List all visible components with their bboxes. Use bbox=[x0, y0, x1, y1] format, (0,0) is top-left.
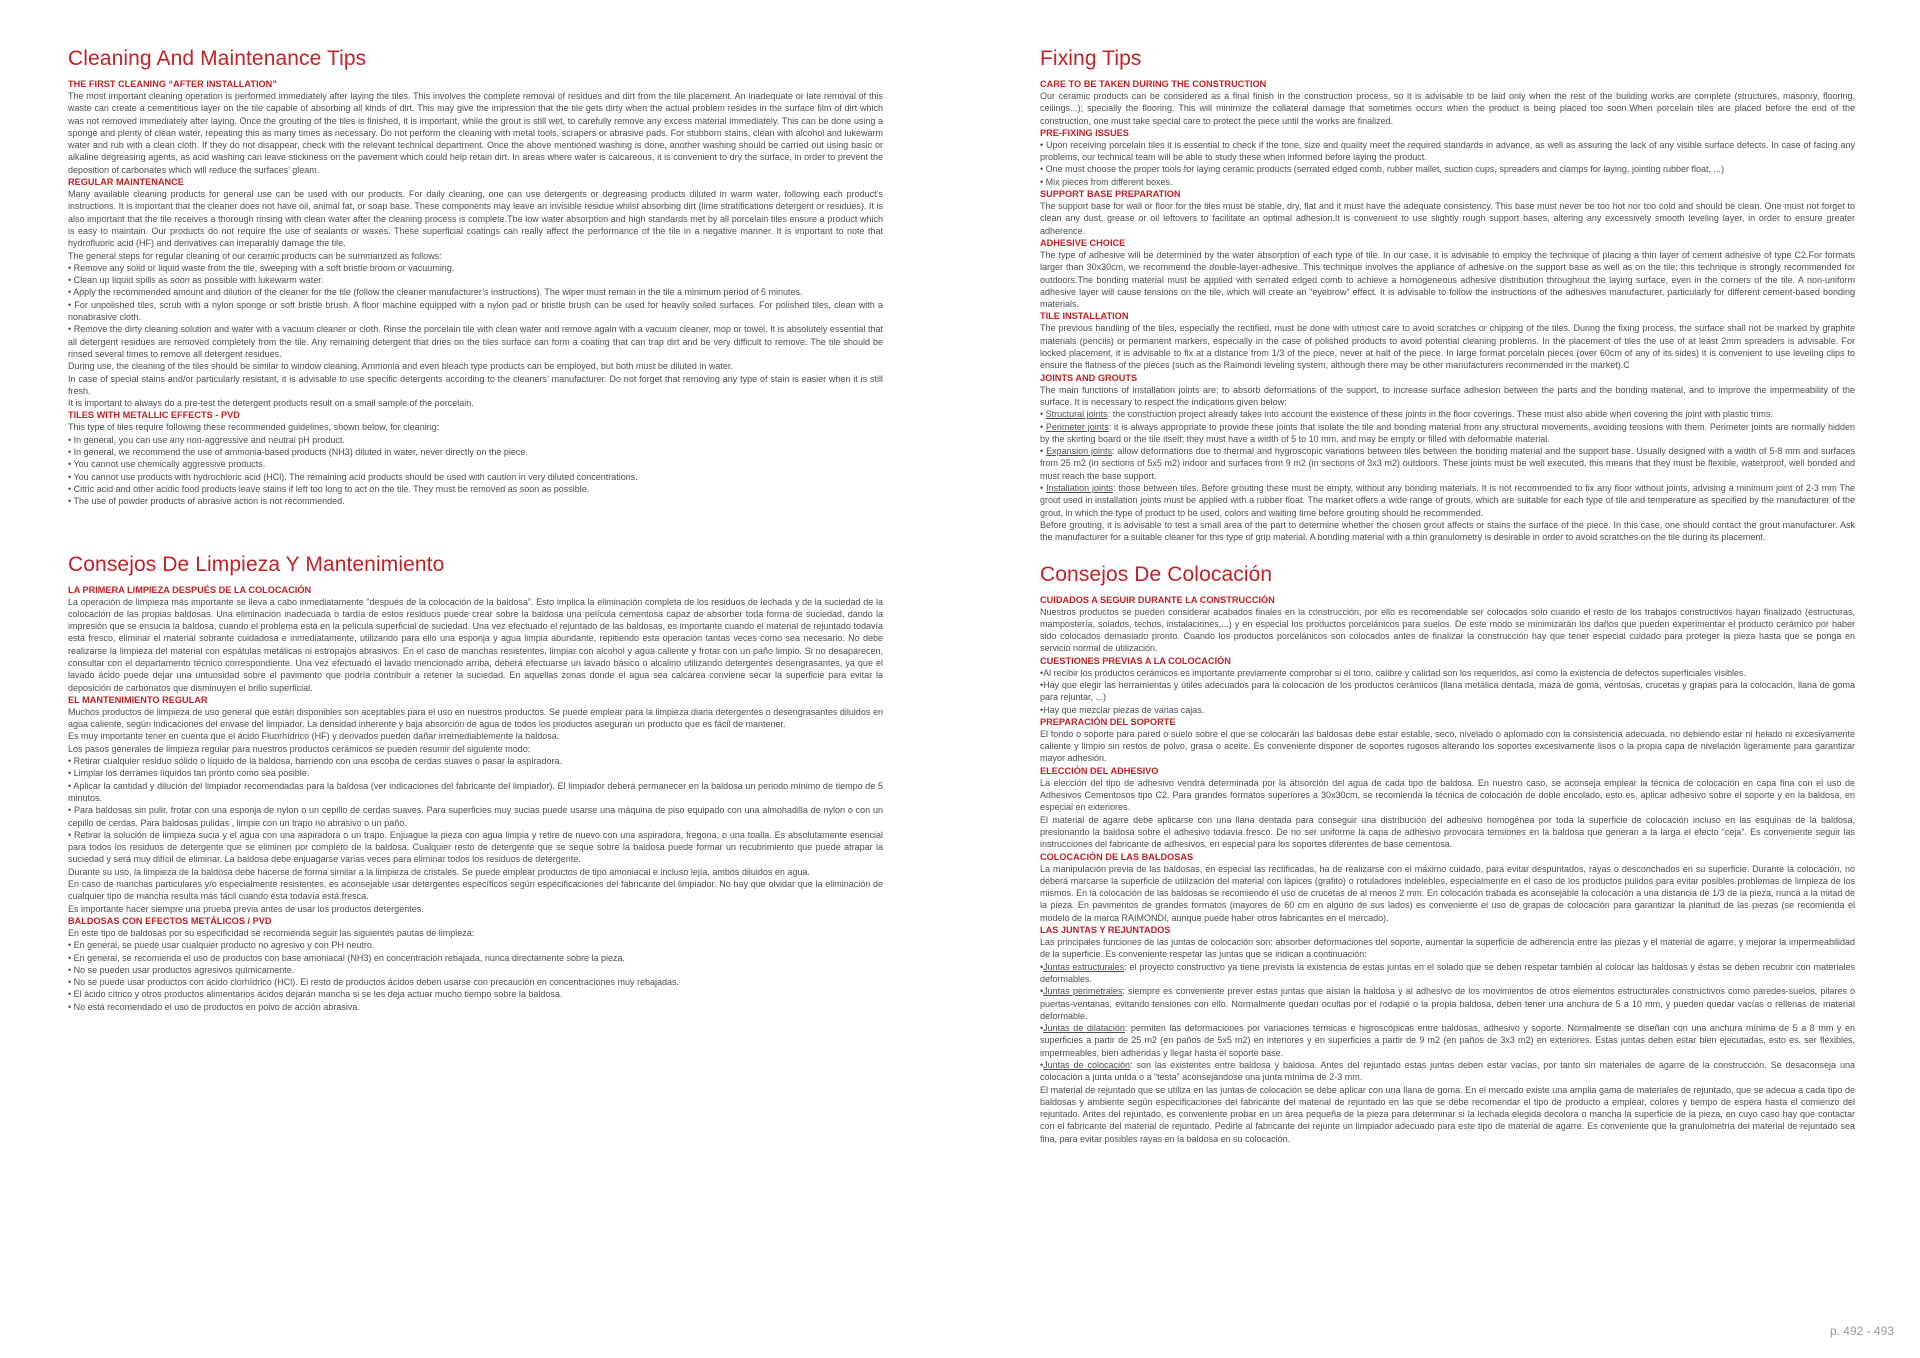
paragraph: La manipulación previa de las baldosas, en especial las rectificadas, ha de realizarse con el máximo cuidado, para evitar despuntados, rayas o desconchados en su superficie. Durante la colocación, no deberá marcarse la superficie de utilización del material con lápices (grafito) o rotuladores indelebles, especialmente en el caso de los productos pulidos para evitar posibles problemas de limpieza de los mismos. En la colocación de las baldosas se recomiendo el uso de crucetas de al menos 2 mm. En colocación trabada es aconsejable la colocación a una distancia de 1/3 de la pieza, nunca a la mitad de la pieza. En pavimentos de grandes formatos (mayores de 60 cm en alguno de sus lados) es conveniente el uso de grapas de colocación para garantizar la planitud de las piezas (se recomienda el modelo de la marca RAIMONDI, aunque puede haber otros fabricantes en el mercado). bbox=[1040, 863, 1855, 923]
paragraph: • Retirar cualquier residuo sólido o líquido de la baldosa, barriendo con una escoba de cerdas suaves o pasar la aspiradora. bbox=[68, 756, 562, 767]
paragraph: La elección del tipo de adhesivo vendrá determinada por la absorción del agua de cada tipo de baldosa. En nuestro caso, se aconseja emplear la técnica de colocación en capa fina con el uso de Adhesivos Cementosos tipo C2. Para grandes formatos superiores a 30x30cm, se recomienda la técnica de colocación de doble encolado, esto es, aplicar adhesivo sobre el soporte y en la baldosa, en especial en exteriores. bbox=[1040, 777, 1855, 813]
subsection-heading: TILE INSTALLATION bbox=[1040, 311, 1129, 322]
paragraph: • En general, se recomienda el uso de productos con base amoniacal (NH3) en concentración rebajada, nunca directamente sobre la pieza. bbox=[68, 952, 625, 963]
subsection-heading: LAS JUNTAS Y REJUNTADOS bbox=[1040, 925, 1171, 936]
paragraph: The type of adhesive will be determined by the water absorption of each type of tile. In our case, it is advisable to employ the technique of placing a thin layer of cement adhesive of type C2.For formats larger than 30x30cm, we recommend the double-layer-adhesive. This technique involves the appliance of adhesive on the support base as well as on the tile; this technique is strongly recommended for outdoors.The bonding material must be applied with serrated edged comb to achieve a homogeneous adhesive distribution throughout the laying surface, even in the corners of the tile. A non-uniform adhesive layer will cause tensions on the tile, which will create an “eyebrow” effect. It is advisable to follow the instructions of the adhesives manufacturer, particularly for different cement-based bonding materials. bbox=[1040, 249, 1855, 310]
paragraph: • Expansion joints: allow deformations due to thermal and hygroscopic variations between tiles between the bonding material and the support base. Usually designed with a width of 5-8 mm and surfaces from 25 m2 (in sections of 5x5 m2) indoor and surfaces from 9 m2 (in sections of 3x3 m2) outdoors. These joints must be well executed, this means that they must be flexible, waterproof, well bonded and must reach the base support. bbox=[1040, 446, 1855, 481]
subsection-heading: JOINTS AND GROUTS bbox=[1040, 372, 1138, 383]
subsection-heading: EL MANTENIMIENTO REGULAR bbox=[68, 694, 208, 705]
paragraph: • In general, we recommend the use of ammonia-based products (NH3) diluted in water, never directly on the piece. bbox=[68, 447, 528, 458]
paragraph: It is important to always do a pre-test the detergent products result on a small sample of the porcelain. bbox=[68, 398, 474, 409]
paragraph: El fondo o soporte para pared o suelo sobre el que se colocarán las baldosas debe estar estable, seco, nivelado o aplomado con la consistencia adecuada, no debiendo estar ni helado ni excesivamente caliente y limpio sin restos de polvo, grasa o aceite. Es conveniente disponer de soportes rugosos alterando los soportes excesivamente lisos o la propia capa de nivelación ligeramente para garantizar mayor adhesión. bbox=[1040, 728, 1855, 764]
paragraph: •Juntas perimetrales: siempre es conveniente prever estas juntas que aíslan la baldosa y al adhesivo de los movimientos de otros elementos estructurales constructivos como paredes-suelos, pilares o puertas-ventanas, evitando tensiones con ello. Normalmente quedan ocultas por el rodapié o la propia baldosa, deben tener una anchura de 5 a 10 mm, y pueden quedar vacías o rellenas de material deformable. bbox=[1040, 986, 1855, 1021]
paragraph: During use, the cleaning of the tiles should be similar to window cleaning. Ammonia and even bleach type products can be employed, but both must be diluted in water. bbox=[68, 361, 733, 372]
right-column bbox=[1040, 46, 1855, 1145]
paragraph: En este tipo de baldosas por su especificidad se recomienda seguir las siguientes pautas de limpieza: bbox=[68, 927, 475, 938]
subsection-heading: SUPPORT BASE PREPARATION bbox=[1040, 189, 1181, 200]
subsection-heading: ADHESIVE CHOICE bbox=[1040, 237, 1126, 248]
paragraph: •Juntas de dilatación: permiten las deformaciones por variaciones térmicas e higroscópicas entre baldosas, adhesivo y soporte. Normalmente se diseñan con una anchura mínima de 5 a 8 mm y en superficies a partir de 25 m2 (en paños de 5x5 m2) en interiores y en superficies a partir de 9 m2 (en paños de 3x3 m2) en exteriores. Estas juntas deben estar bien ejecutadas, esto es, ser flexibles, impermeables, bien adheridas y llegar hasta el soporte base. bbox=[1040, 1023, 1855, 1058]
paragraph: • No se pueden usar productos agresivos químicamente. bbox=[68, 964, 295, 975]
paragraph: In case of special stains and/or particularly resistant, it is advisable to use specific detergents according to the cleaners’ manufacturer. Do not forget that removing any type of stain is easier when it is still fresh. bbox=[68, 373, 883, 396]
paragraph: Durante su uso, la limpieza de la baldosa debe hacerse de forma similar a la limpieza de cristales. Se puede emplear productos de tipo amoniacal e incluso lejía, ambos diluidos en agua. bbox=[68, 866, 810, 877]
section-title: Fixing Tips bbox=[1040, 47, 1142, 70]
paragraph: • No está recomendado el uso de productos en polvo de acción abrasiva. bbox=[68, 1001, 360, 1012]
subsection-heading: LA PRIMERA LIMPIEZA DESPUÉS DE LA COLOCACIÓN bbox=[68, 584, 312, 595]
paragraph: The most important cleaning operation is performed immediately after laying the tiles. This involves the complete removal of residues and dirt from the tile placement. An inadequate or late removal of this waste can create a cementitious layer on the tile capable of absorbing all kinds of dirt. This may give the impression that the tile gets dirty when the actual problem resides in the surface film of dirt which was not removed immediately after laying. Once the grouting of the tiles is finished, it is important, while the grout is still wet, to carefully remove any excess material immediately. This can be done using a sponge and plenty of clean water, repeating this as many times as necessary. Do not perform the cleaning with metal tools, scrapers or abrasive pads. For stubborn stains, clean with alcohol and lukewarm water and rub with a clean cloth. If they do not disappear, check with the relevant technical department. Once the above mentioned washing is done, another washing should be carried out using basic or alkaline degreasing agents, as acid washing can leave stickiness on the pavement which could help retain dirt. In areas where water is calcareous, it is convenient to dry the surface, in order to prevent the deposition of carbonates which will reduce the surfaces’ gleam. bbox=[68, 91, 883, 175]
paragraph: • Apply the recommended amount and dilution of the cleaner for the tile (follow the cleaner manufacturer’s instructions). The wiper must remain in the tile a minimum period of 5 minutes. bbox=[68, 287, 803, 298]
paragraph: • In general, you can use any non-aggressive and neutral pH product. bbox=[68, 434, 345, 445]
subsection-heading: CUIDADOS A SEGUIR DURANTE LA CONSTRUCCIÓN bbox=[1040, 594, 1275, 605]
paragraph: En caso de manchas particulares y/o especialmente resistentes, es aconsejable usar detergentes específicos según especificaciones del fabricante del limpiador. No hay que olvidar que la eliminación de cualquier tipo de mancha resulta más fácil cuando ésta todavía está fresca. bbox=[68, 879, 883, 902]
paragraph: Muchos productos de limpieza de uso general que están disponibles son aceptables para el uso en nuestros productos. Se puede emplear para la limpieza diaria detergentes o desengrasantes diluidos en agua caliente, según indicaciones del envase del limpiador. La densidad inherente y baja absorción de agua de todos los productos aseguran un producto que es fácil de mantener. bbox=[68, 706, 883, 730]
paragraph: •Juntas estructurales: el proyecto constructivo ya tiene prevista la existencia de estas juntas en el solado que se deben respetar también al colocar las baldosas y éstas se deben recubrir con materiales deformables. bbox=[1040, 961, 1856, 984]
paragraph: Many available cleaning products for general use can be used with our products. For daily cleaning, one can use detergents or degreasing products diluted in warm water, following each product’s instructions. It is important that the cleaner does not have oil, animal fat, or soap base. These components may leave an invisible residue whilst absorbing dirt (lime stratifications detergent or residues). It is also important that the tile receives a thorough rinsing with clean water after the cleaning process is complete.The low water absorption and high standards met by all porcelain tiles ensure a product which is easy to maintain. Our products do not require the use of sealants or waxes. These superficial coatings can really affect the performance of the tile in a negative manner. It is important to note that hydrofluoric acid (HF) and derivatives can irreparably damage the tile. bbox=[68, 189, 883, 249]
paragraph: • One must choose the proper tools for laying ceramic products (serrated edged comb, rubber mallet, suction cups, spreaders and clamps for laying, jointing rubber float, ...) bbox=[1040, 164, 1724, 175]
paragraph: • Perimeter joints: it is always appropriate to provide these joints that isolate the tile and bonding material from any structural movements, avoiding tensions with them. Perimeter joints are normally hidden by the skirting board or the tile itself; they must have a width of 5 to 10 mm, and may be empty or filled with deformable material. bbox=[1040, 421, 1855, 444]
paragraph: • Installation joints: those between tiles. Before grouting these must be empty, without any bonding materials. It is not recommended to fix any floor without joints, advising a minimum joint of 2-3 mm The grout used in installation joints must be applied with a rubber float. The market offers a wide range of grouts, which are suitable for each type of tile and temperature as specified by the manufacturer of the grout, in which the type of product to be used, colors and waiting time before grouting should be recommended. bbox=[1040, 483, 1856, 518]
paragraph: El material de agarre debe aplicarse con una llana dentada para conseguir una distribución del adhesivo homogénea por toda la superficie de colocación incluso en las esquinas de la baldosa, presionando la baldosa sobre el adhesivo todavía fresco. De no ser uniforme la capa de adhesivo provocará tensiones en la baldosa que generan a la larga el efecto “ceja”. Es conveniente seguir las instrucciones del fabricante de adhesivos, en especial para los soportes diferentes de base cementosa. bbox=[1040, 814, 1855, 850]
subsection-heading: PRE-FIXING ISSUES bbox=[1040, 127, 1129, 138]
subsection-heading: BALDOSAS CON EFECTOS METÁLICOS / PVD bbox=[68, 915, 272, 926]
subsection-heading: THE FIRST CLEANING “AFTER INSTALLATION” bbox=[68, 79, 277, 89]
subsection-heading: CARE TO BE TAKEN DURING THE CONSTRUCTION bbox=[1040, 79, 1267, 89]
paragraph: The general steps for regular cleaning of our ceramic products can be summarized as follows: bbox=[68, 250, 442, 261]
section-title: Cleaning And Maintenance Tips bbox=[68, 47, 367, 70]
paragraph: •Hay que elegir las herramientas y útiles adecuados para la colocación de los productos cerámicos (llana metálica dentada, maza de goma, ventosas, crucetas y grapas para la colocación, llana de goma para rejuntar, ...) bbox=[1040, 679, 1855, 703]
paragraph: • For unpolished tiles, scrub with a nylon sponge or soft bristle brush. A floor machine equipped with a nylon pad or bristle brush can be used for heavily soiled surfaces. For polished tiles, clean with a nonabrasive cloth. bbox=[68, 299, 883, 323]
paragraph: • Retirar la solución de limpieza sucia y el agua con una aspiradora o un trapo. Enjuague la pieza con agua limpia y retire de nuevo con una aspiradora, fregona, o una toalla. Es absolutamente esencial para todos los residuos de detergente que se eliminen por completo de la baldosa. Cualquier resto de detergente que se seque sobre la baldosa puede formar un recubrimiento que puede atrapar la suciedad y será muy difícil de eliminar. La baldosa debe enjuagarse varias veces para eliminar todos los residuos de detergente. bbox=[68, 829, 883, 865]
section-title: Consejos De Limpieza Y Mantenimiento bbox=[68, 552, 445, 576]
fixing-tips-es bbox=[1040, 562, 1855, 1146]
fixing-tips-en bbox=[1040, 46, 1855, 544]
paragraph: La operación de limpieza más importante se lleva a cabo inmediatamente “después de la colocación de la baldosa”. Esto implica la eliminación completa de los residuos de lechada y de la suciedad de la colocación de las propias baldosas. Una eliminación inadecuada o tardía de estos residuos puede crear sobre la baldosa una película cementosa capaz de absorber toda forma de suciedad, dando la impresión que se ensucia la baldosa, cuando el problema está en la película superficial de suciedad. Una vez efectuado el rejuntado de las baldosas, es importante cuando el material de rejuntado todavía está fresco, eliminar el material sobrante cuidadosa e inmediatamente, utilizando para ello una esponja y agua limpia abundante, repitiendo esta operación tantas veces como sea necesario. No debe realizarse la limpieza del material con espátulas metálicas ni estropajos abrasivos. En el caso de manchas resistentes, limpiar con alcohol y agua caliente y frotar con un paño limpio. Si no desaparecen, consultar con el departamento técnico correspondiente. Una vez efectuado el lavado mencionado arriba, deberá efectuarse un lavado básico o alcalino utilizando detergentes desengrasantes, ya que el lavado ácido puede dejar una untuosidad sobre el pavimento que podría contribuir a retener la suciedad. En aquellas zonas donde el agua sea calcárea conviene secar la superficie para evitar la deposición de carbonatos que disminuyen el brillo superficial. bbox=[68, 596, 883, 693]
paragraph: • Mix pieces from different boxes. bbox=[1040, 176, 1173, 187]
paragraph: • No se puede usar productos con ácido clorhídrico (HCl). El resto de productos ácidos deben usarse con precaución en concentraciones muy rebajadas. bbox=[68, 977, 679, 988]
cleaning-tips-es bbox=[68, 552, 883, 1014]
paragraph: •Hay que mezclar piezas de varias cajas. bbox=[1040, 704, 1205, 715]
page-number: p. 492 - 493 bbox=[1829, 1324, 1894, 1338]
paragraph: • Upon receiving porcelain tiles it is essential to check if the tone, size and quality meet the required standards in advance, as well as assuring the lack of any visible surface defects. In case of facing any problems, our technical team will be able to study these when informed before laying the product. bbox=[1040, 139, 1855, 163]
paragraph: • En general, se puede usar cualquier producto no agresivo y con PH neutro. bbox=[68, 940, 375, 951]
subsection-heading: COLOCACIÓN DE LAS BALDOSAS bbox=[1040, 851, 1194, 862]
subsection-heading: ELECCIÓN DEL ADHESIVO bbox=[1040, 765, 1159, 776]
paragraph: Our ceramic products can be considered as a final finish in the construction process, so it is advisable to be laid only when the rest of the building works are complete (structures, masonry, flooring, ceilings...); specially the flooring. This will minimize the collateral damage that sometimes occurs when the product is being placed too soon.When porcelain tiles are placed before the end of the construction, one must take special care to protect the piece until the works are finalized. bbox=[1040, 91, 1855, 126]
paragraph: Before grouting, it is advisable to test a small area of the part to determine whether the chosen grout affects or stains the surface of the piece. In this case, one should contact the grout manufacturer. Ask the manufacturer for a suitable cleaner for this type of grip material. A bonding material with a thin granulometry is desirable in order to avoid scratches on the tile during its placement. bbox=[1040, 519, 1855, 543]
cleaning-tips-en bbox=[68, 46, 883, 508]
paragraph: Es muy importante tener en cuenta que el ácido Fluorhídrico (HF) y derivados pueden dañar irremediablemente la baldosa. bbox=[68, 731, 560, 742]
paragraph: Es importante hacer siempre una prueba previa antes de usar los productos detergentes. bbox=[68, 903, 424, 914]
paragraph: • The use of powder products of abrasive action is not recommended. bbox=[68, 496, 345, 507]
subsection-heading: REGULAR MAINTENANCE bbox=[68, 177, 184, 188]
paragraph: • Para baldosas sin pulir, frotar con una esponja de nylon o un cepillo de cerdas suaves. Para superficies muy sucias puede usarse una máquina de piso equipado con una almohadilla de nylon o con un cepillo de cerdas. Para baldosas pulidas , limpie con un trapo no abrasivo o un paño. bbox=[68, 805, 883, 828]
paragraph: • Remove the dirty cleaning solution and water with a vacuum cleaner or cloth. Rinse the porcelain tile with clean water and remove again with a vacuum cleaner, mop or towel. It is absolutely essential that all detergent residues are removed completely from the tile. Any remaining detergent that dries on the tiles surface can form a coating that can trap dirt and be very difficult to remove. The tile should be rinsed several times to remove all detergent residues. bbox=[68, 324, 883, 359]
paragraph: Las principales funciones de las juntas de colocación son: absorber deformaciones del soporte, aumentar la superficie de adherencia entre las piezas y el material de agarre, y mejorar la impermeabilidad de la superficie. Es conveniente respetar las juntas que se indican a continuación: bbox=[1040, 937, 1855, 960]
paragraph: This type of tiles require following these recommended guidelines, shown below, for cleaning: bbox=[68, 422, 440, 433]
paragraph: The main functions of installation joints are: to absorb deformations of the support, to increase surface adhesion between the parts and the bonding material, and to improve the impermeability of the surface. It is necessary to respect the indications given below: bbox=[1040, 384, 1855, 407]
left-column bbox=[68, 46, 883, 1013]
paragraph: • Structural joints: the construction project already takes into account the existence of these joints in the floor coverings. These must also abide when covering the joint with plastic trims. bbox=[1040, 409, 1773, 420]
subsection-heading: TILES WITH METALLIC EFFECTS - PVD bbox=[68, 410, 240, 421]
paragraph: • Remove any solid or liquid waste from the tile, sweeping with a soft bristle broom or vacuuming. bbox=[68, 262, 455, 273]
paragraph: Los pasos generales de limpieza regular para nuestros productos cerámicos se pueden resumir del siguiente modo: bbox=[68, 743, 531, 754]
subsection-heading: CUESTIONES PREVIAS A LA COLOCACIÓN bbox=[1040, 655, 1231, 666]
paragraph: • Citric acid and other acidic food products leave stains if left too long to act on the tile. They must be removed as soon as possible. bbox=[68, 483, 590, 494]
paragraph: The previous handling of the tiles, especially the rectified, must be done with utmost care to avoid scratches or chipping of the tiles. During the fixing process, the surface shall not be marked by graphite materials (pencils) or permanent markers, especially in the case of polished products to avoid potential cleaning problems. In the placement of tiles the use of at least 2mm spreaders is advisable. For locked placement, it is advisable to fix at a distance from 1/3 of the piece, never at half of the piece. In large format porcelain pieces (over 60cm of any of its sides) it is convenient to use leveling clips to ensure the flatness of the pieces (such as the Raimondi leveling system, although there may be other manufacturers recommended in the market).C bbox=[1040, 323, 1855, 371]
section-title: Consejos De Colocación bbox=[1040, 562, 1273, 586]
paragraph: • Aplicar la cantidad y dilución del limpiador recomendadas para la baldosa (ver indicaciones del fabricante del limpiador). El limpiador deberá permanecer en la baldosa un periodo mínimo de tiempo de 5 minutos. bbox=[68, 780, 883, 803]
paragraph: • Clean up liquid spills as soon as possible with lukewarm water. bbox=[68, 275, 324, 286]
paragraph: El material de rejuntado que se utiliza en las juntas de colocación se debe aplicar con una llana de goma. En el mercado existe una amplia gama de materiales de rejuntado, que se adecua a cada tipo de baldosas y ambiente según especificaciones del fabricante del material de rejuntado en las que se debe recomendar el tipo de producto a emplear, colores y tiempo de espera hasta el comienzo del rejuntado. Antes del rejuntado, es conveniente probar en un área pequeña de la pieza para determinar si la lechada elegida decolora o mancha la superficie de la pieza, en cuyo caso hay que contactar con el fabricante del material de rejuntado. Pedirle al fabricante del rejunte un limpiador adecuado para este tipo de material de agarre. Es conveniente que la granulometría del material de rejuntado sea fina, para evitar posibles rayas en la baldosa en su colocación. bbox=[1040, 1084, 1855, 1144]
paragraph: • El ácido cítrico y otros productos alimentarios ácidos dejarán mancha si se les deja actuar mucho tiempo sobre la baldosa. bbox=[68, 989, 563, 1000]
paragraph: • You cannot use products with hydrochloric acid (HCl). The remaining acid products should be used with caution in very diluted concentrations. bbox=[68, 471, 638, 482]
paragraph: Nuestros productos se pueden considerar acabados finales en la construcción, por ello es recomendable ser colocados sólo cuando el resto de los trabajos constructivos hayan finalizado (estructuras, mampostería, solados, techos, instalaciones,...) y en especial los productos porcelánicos para suelos. De este modo se minimizarán los daños que pueden experimentar el producto cerámico por haber sido colocados demasiado pronto. Cuando los productos porcelánicos son colocados antes de finalizar la construcción hay que tener especial cuidado para proteger la pieza hasta que se ponga en servicio normal de utilización. bbox=[1040, 606, 1855, 654]
paragraph: • Limpiar los derrames líquidos tan pronto como sea posible. bbox=[68, 768, 310, 779]
paragraph: •Al recibir los productos cerámicos es importante previamente comprobar si el tono, calibre y calidad son los requeridos, así como la existencia de defectos superficiales visibles. bbox=[1040, 667, 1746, 678]
subsection-heading: PREPARACIÓN DEL SOPORTE bbox=[1040, 716, 1176, 727]
paragraph: The support base for wall or floor for the tiles must be stable, dry, flat and it must have the adequate consistency. This base must never be too hot nor too cold and should be clean. One must not forget to clean any dust, grease or oil leftovers to facilitate an optimal adhesion.It is convenient to use slightly rough support bases, altering any excessively smooth leveling layer, in order to ensure greater adherence. bbox=[1040, 201, 1855, 236]
paragraph: • You cannot use chemically aggressive products. bbox=[68, 459, 266, 470]
paragraph: •Juntas de colocación: son las existentes entre baldosa y baldosa. Antes del rejuntado estas juntas deben estar vacías, por tanto sin materiales de agarre de la construcción. Se desaconseja una colocación a junta unida o a “testa” aconsejándose una junta mínima de 2-3 mm. bbox=[1040, 1060, 1855, 1083]
